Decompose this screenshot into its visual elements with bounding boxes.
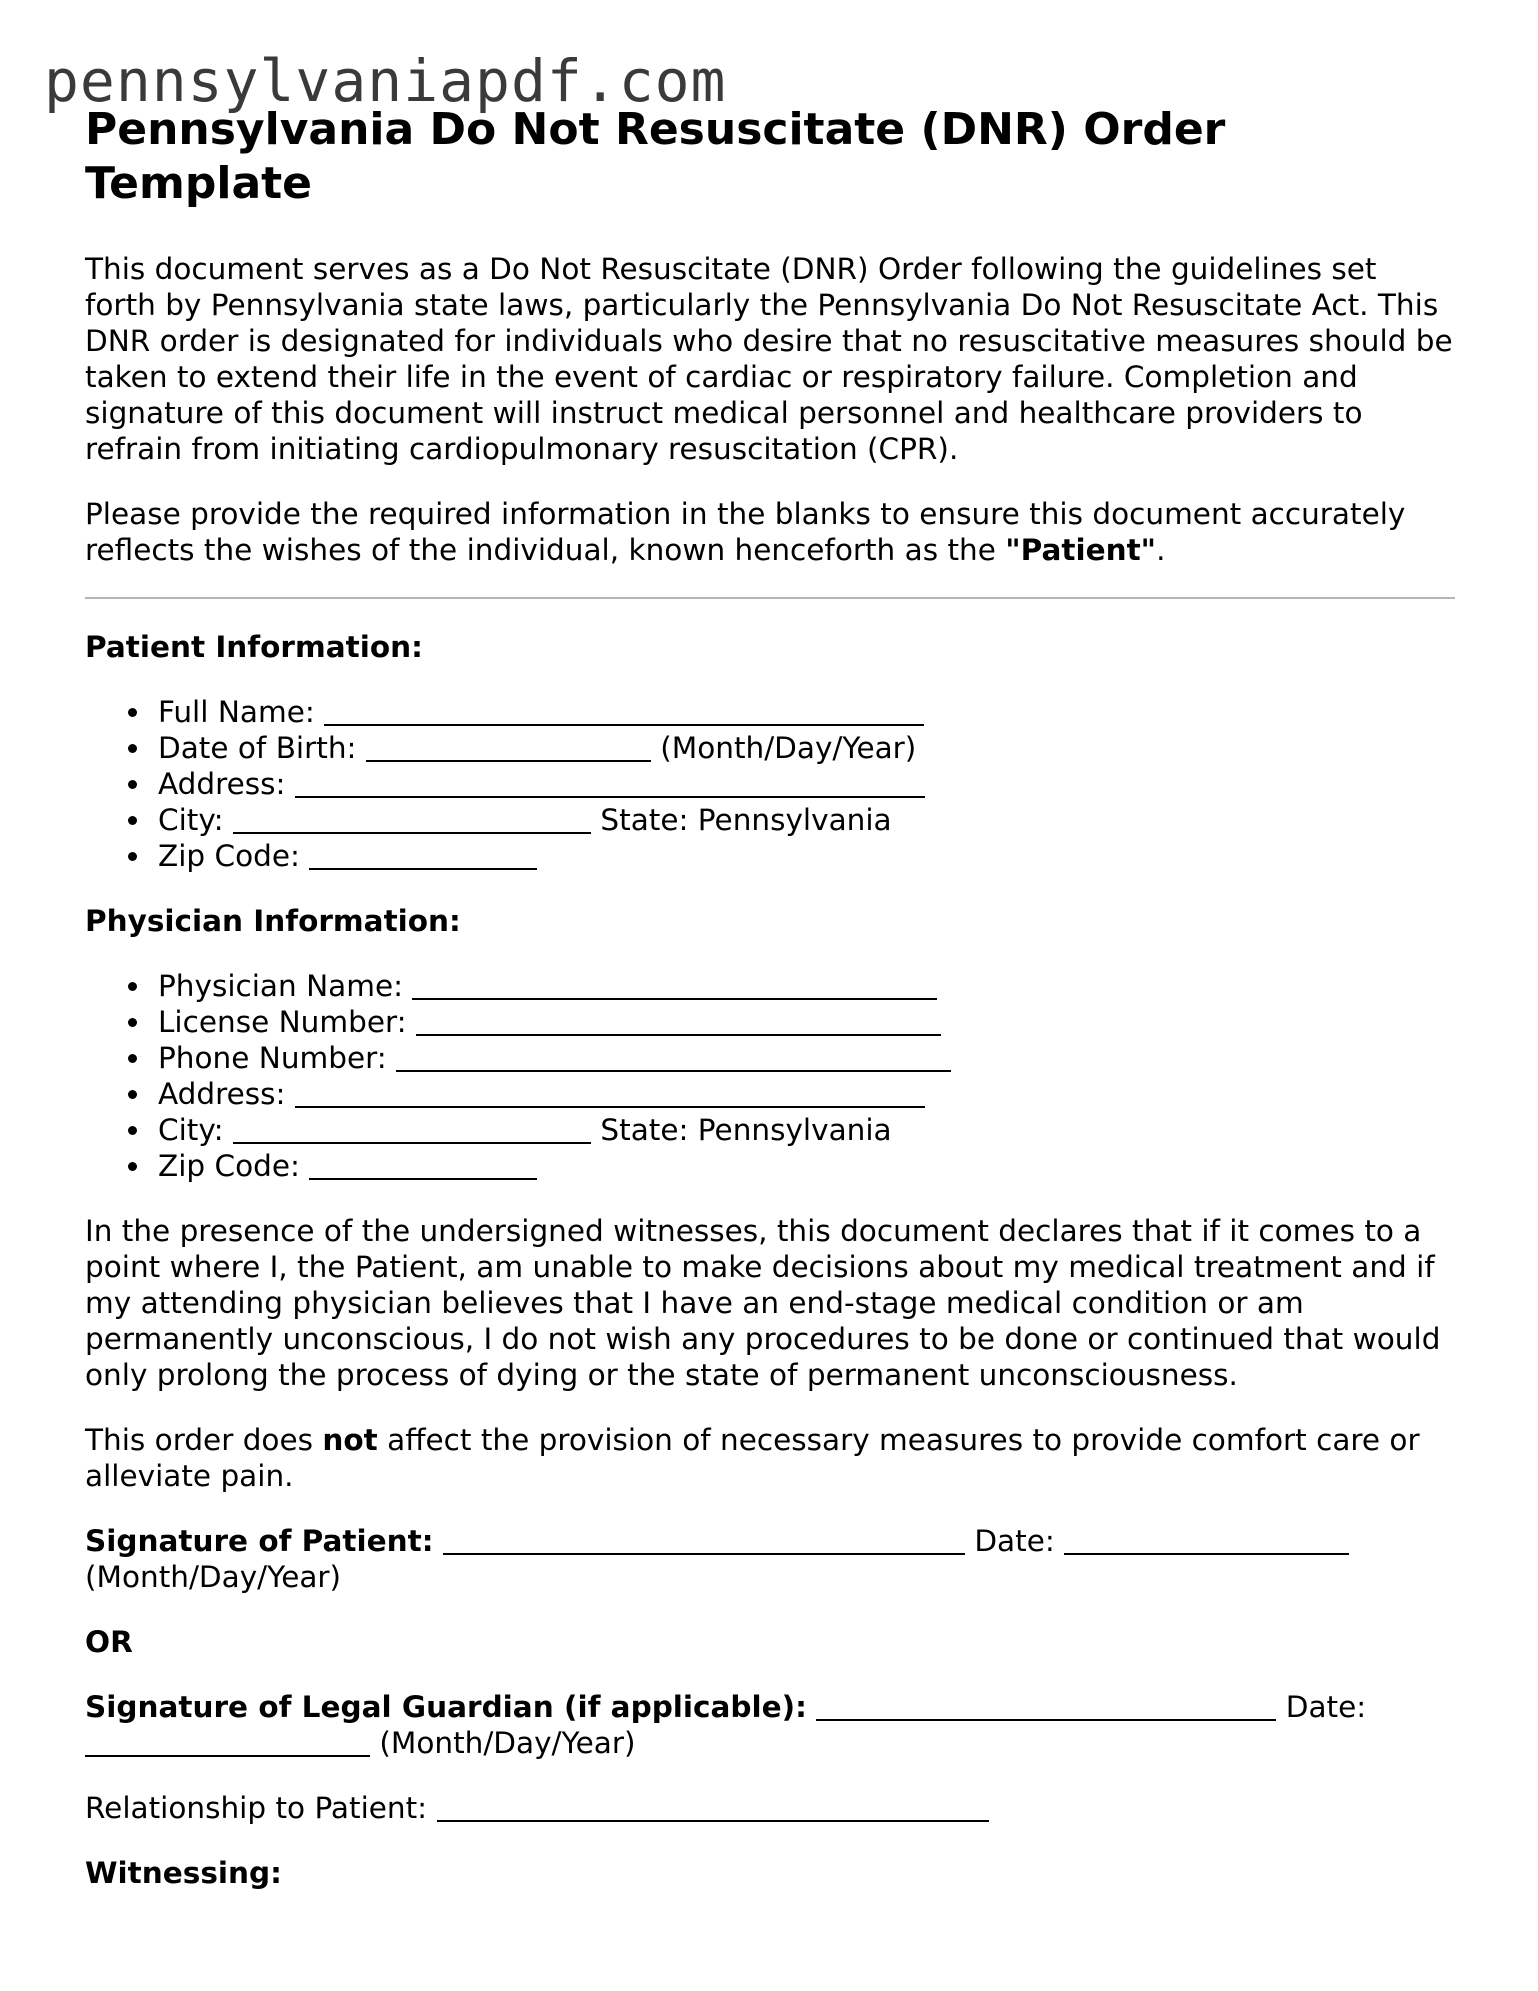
bullet-icon xyxy=(128,780,137,789)
comfort-text-end: affect the provision of necessary measures to provide comfort care or alleviate pain. xyxy=(85,1423,1420,1493)
comfort-text-start: This order does xyxy=(85,1423,323,1457)
zip-label: Zip Code: xyxy=(158,1149,300,1183)
list-item xyxy=(158,1076,1455,1112)
dob-label: Date of Birth: xyxy=(158,731,357,765)
section-divider xyxy=(85,597,1455,599)
guardian-date-format: (Month/Day/Year) xyxy=(379,1726,636,1760)
list-item xyxy=(158,968,1455,1004)
patient-date-format: (Month/Day/Year) xyxy=(85,1560,342,1594)
comfort-care-paragraph xyxy=(85,1422,1455,1494)
list-item xyxy=(158,730,1455,766)
city-label: City: xyxy=(158,1113,224,1147)
patient-date-label: Date: xyxy=(974,1524,1055,1558)
instructions-paragraph xyxy=(85,496,1455,568)
zip-field[interactable] xyxy=(309,1150,537,1180)
instructions-text: Please provide the required information in the blanks to ensure this document accurately reflects the wishes of the individual, known henceforth as the xyxy=(85,497,1406,567)
guardian-signature-line xyxy=(85,1689,1455,1761)
list-item xyxy=(158,694,1455,730)
phone-number-field[interactable] xyxy=(396,1042,951,1072)
patient-signature-field[interactable] xyxy=(443,1525,965,1555)
state-text: State: Pennsylvania xyxy=(600,803,892,837)
bullet-icon xyxy=(128,708,137,717)
phone-number-label: Phone Number: xyxy=(158,1041,387,1075)
relationship-line xyxy=(85,1790,1455,1826)
full-name-field[interactable] xyxy=(324,696,924,726)
license-number-field[interactable] xyxy=(416,1006,941,1036)
physician-info-list xyxy=(85,968,1455,1184)
witnessing-heading: Witnessing: xyxy=(85,1856,282,1890)
list-item xyxy=(158,1112,1455,1148)
bullet-icon xyxy=(128,982,137,991)
license-number-label: License Number: xyxy=(158,1005,407,1039)
guardian-signature-label: Signature of Legal Guardian (if applicable): xyxy=(85,1690,807,1724)
patient-signature-label: Signature of Patient: xyxy=(85,1524,434,1558)
city-field[interactable] xyxy=(233,804,591,834)
zip-label: Zip Code: xyxy=(158,839,300,873)
list-item xyxy=(158,1040,1455,1076)
address-field[interactable] xyxy=(295,1078,925,1108)
bullet-icon xyxy=(128,744,137,753)
page-title: Pennsylvania Do Not Resuscitate (DNR) Order Template xyxy=(85,104,1226,209)
address-label: Address: xyxy=(158,1077,286,1111)
list-item xyxy=(158,838,1455,874)
list-item xyxy=(158,1004,1455,1040)
bullet-icon xyxy=(128,1054,137,1063)
relationship-label: Relationship to Patient: xyxy=(85,1791,428,1825)
full-name-label: Full Name: xyxy=(158,695,315,729)
bullet-icon xyxy=(128,816,137,825)
list-item xyxy=(158,766,1455,802)
address-field[interactable] xyxy=(295,768,925,798)
bullet-icon xyxy=(128,1162,137,1171)
zip-field[interactable] xyxy=(309,840,537,870)
city-field[interactable] xyxy=(233,1114,591,1144)
patient-date-field[interactable] xyxy=(1064,1525,1349,1555)
comfort-emphasis: not xyxy=(322,1423,378,1457)
list-item xyxy=(158,802,1455,838)
or-separator: OR xyxy=(85,1625,133,1659)
dob-field[interactable] xyxy=(366,732,651,762)
city-label: City: xyxy=(158,803,224,837)
guardian-date-field[interactable] xyxy=(85,1727,370,1757)
patient-term: "Patient" xyxy=(1005,533,1157,567)
bullet-icon xyxy=(128,852,137,861)
physician-info-heading: Physician Information: xyxy=(85,904,461,938)
document-page xyxy=(85,103,1455,1891)
intro-paragraph: This document serves as a Do Not Resuscitate (DNR) Order following the guidelines set forth by Pennsylvania state laws, particularly the Pennsylvania Do Not Resuscitate Act. This DNR order is designated for individuals who desire that no resuscitative measures should be taken to extend their life in the event of cardiac or respiratory failure. Completion and signature of this document will instruct medical personnel and healthcare providers to refrain from initiating cardiopulmonary resuscitation (CPR). xyxy=(85,252,1453,466)
dob-format: (Month/Day/Year) xyxy=(660,731,917,765)
list-item xyxy=(158,1148,1455,1184)
bullet-icon xyxy=(128,1126,137,1135)
patient-signature-line xyxy=(85,1523,1455,1595)
address-label: Address: xyxy=(158,767,286,801)
patient-info-list xyxy=(85,694,1455,874)
instructions-end: . xyxy=(1156,533,1166,567)
guardian-date-label: Date: xyxy=(1285,1690,1367,1724)
relationship-field[interactable] xyxy=(437,1792,989,1822)
declaration-paragraph: In the presence of the undersigned witnesses, this document declares that if it comes to a point where I, the Patient, am unable to make decisions about my medical treatment and if my attending physician believes that I have an end-stage medical condition or am permanently unconscious, I do not wish any procedures to be done or continued that would only prolong the process of dying or the state of permanent unconsciousness. xyxy=(85,1214,1441,1392)
bullet-icon xyxy=(128,1018,137,1027)
guardian-signature-field[interactable] xyxy=(816,1691,1276,1721)
physician-name-label: Physician Name: xyxy=(158,969,404,1003)
state-text: State: Pennsylvania xyxy=(600,1113,892,1147)
bullet-icon xyxy=(128,1090,137,1099)
watermark: pennsylvaniapdf.com xyxy=(44,47,727,115)
patient-info-heading: Patient Information: xyxy=(85,630,423,664)
physician-name-field[interactable] xyxy=(412,970,937,1000)
